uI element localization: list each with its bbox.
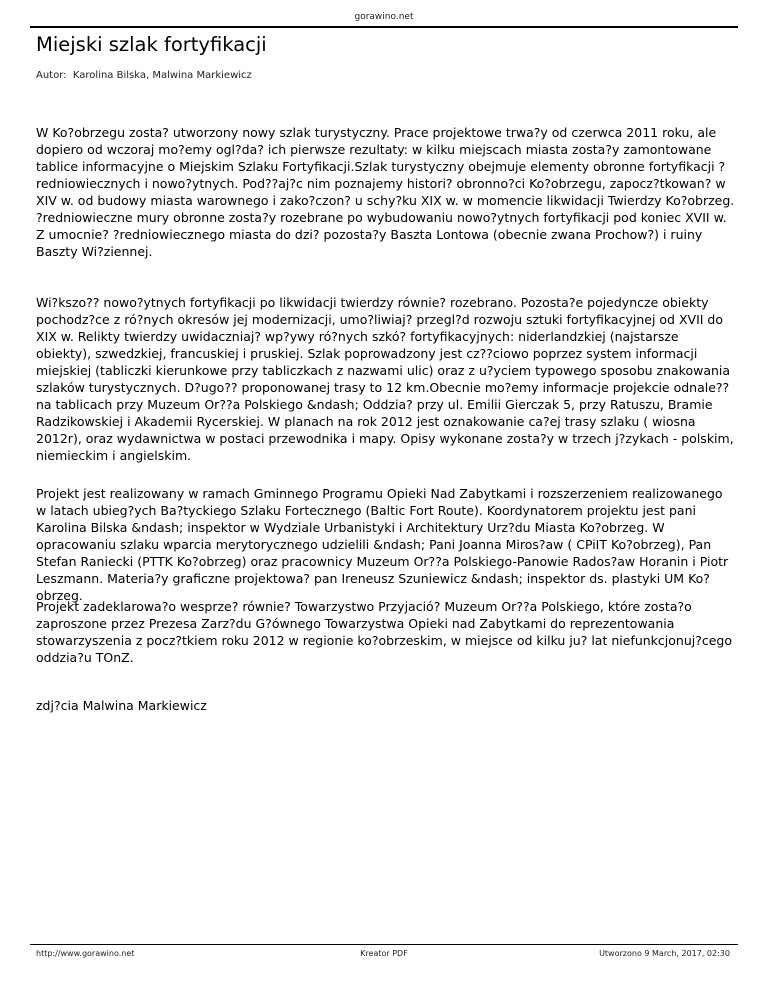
article-paragraph-3 bbox=[36, 485, 736, 604]
photo-credit bbox=[36, 697, 736, 714]
article-paragraph-1 bbox=[36, 124, 736, 260]
article-paragraph-2 bbox=[36, 294, 736, 464]
paragraph-text: Projekt zadeklarowa?o wesprze? równie? Towarzystwo Przyjació? Muzeum Or??a Polskiego, które zosta?o zaproszone przez Prezesa Zarz?du G?ównego Towarzystwa Opieki nad Zabytkami do reprezentowania stowarzyszenia z pocz?tkiem roku 2012 w regionie ko?obrzeskim, w miejsce od kilku ju? lat niefunkcjonuj?cego oddzia?u TOnZ. bbox=[36, 599, 733, 665]
author-line bbox=[36, 70, 252, 81]
paragraph-text: Projekt jest realizowany w ramach Gminnego Programu Opieki Nad Zabytkami i rozszerzeniem realizowanego w latach ubieg?ych Ba?tyckiego Szlaku Fortecznego (Baltic Fort Route). Koordynatorem projektu jest pani Karolina Bilska &ndash; inspektor w Wydziale Urbanistyki i Architektury Urz?du Miasta Ko?obrzeg. W opracowaniu szlaku wparcia merytorycznego udzielili &ndash; Pani Joanna Miros?aw ( CPiIT Ko?obrzeg), Pan Stefan Raniecki (PTTK Ko?obrzeg) oraz pracownicy Muzeum Or??a Polskiego-Panowie Rados?aw Horanin i Piotr Leszmann. Materia?y graficzne projektowa? pan Ireneusz Szuniewicz &ndash; inspektor ds. plastyki UM Ko?obrzeg. bbox=[36, 486, 729, 603]
footer-url: http://www.gorawino.net bbox=[36, 949, 135, 958]
footer-divider bbox=[30, 944, 738, 945]
site-name-header: gorawino.net bbox=[354, 12, 414, 22]
article-title: Miejski szlak fortyfikacji bbox=[36, 33, 267, 56]
paragraph-text: zdj?cia Malwina Markiewicz bbox=[36, 698, 207, 713]
header-divider bbox=[30, 26, 738, 28]
paragraph-text: W Ko?obrzegu zosta? utworzony nowy szlak turystyczny. Prace projektowe trwa?y od czerwca 2011 roku, ale dopiero od wczoraj mo?emy ogl?da? ich pierwsze rezultaty: w kilku miejscach miasta zosta?y zamontowane tablice informacyjne o Miejskim Szlaku Fortyfikacji.Szlak turystyczny obejmuje elementy obronne fortyfikacji ?redniowiecznych i nowo?ytnych. Pod??aj?c nim poznajemy histori? obronno?ci Ko?obrzegu, zapocz?tkowan? w XIV w. od budowy miasta warownego i zako?czon? u schy?ku XIX w. w momencie likwidacji Twierdzy Ko?obrzeg. ?redniowieczne mury obronne zosta?y rozebrane po wybudowaniu nowo?ytnych fortyfikacji pod koniec XVII w. Z umocnie? ?redniowiecznego miasta do dzi? pozosta?y Baszta Lontowa (obecnie zwana Prochow?) i ruiny Baszty Wi?ziennej. bbox=[36, 125, 735, 259]
paragraph-text: Wi?kszo?? nowo?ytnych fortyfikacji po likwidacji twierdzy równie? rozebrano. Pozosta?e pojedyncze obiekty pochodz?ce z ró?nych okresów jej modernizacji, umo?liwiaj? przegl?d rozwoju sztuki fortyfikacyjnej od XVII do XIX w. Relikty twierdzy uwidaczniaj? wp?ywy ró?nych szkó? fortyfikacyjnych: niderlandzkiej (najstarsze obiekty), szwedzkiej, francuskiej i pruskiej. Szlak poprowadzony jest cz??ciowo poprzez system informacji miejskiej (tabliczki kierunkowe przy tabliczkach z nazwami ulic) oraz z u?yciem typowego sposobu znakowania szlaków turystycznych. D?ugo?? proponowanej trasy to 12 km.Obecnie mo?emy informacje projekcie odnale?? na tablicach przy Muzeum Or??a Polskiego &ndash; Oddzia? przy ul. Emilii Gierczak 5, przy Ratuszu, Bramie Radzikowskiej i Akademii Rycerskiej. W planach na rok 2012 jest oznakowanie ca?ej trasy szlaku ( wiosna 2012r), oraz wydawnictwa w postaci przewodnika i mapy. Opisy wykonane zosta?y w trzech j?zykach - polskim, niemieckim i angielskim. bbox=[36, 295, 734, 463]
article-paragraph-4 bbox=[36, 598, 736, 666]
author-label: Autor: bbox=[36, 70, 67, 81]
footer-generator: Kreator PDF bbox=[360, 949, 408, 958]
author-names: Karolina Bilska, Malwina Markiewicz bbox=[72, 70, 252, 81]
footer-created-date: Utworzono 9 March, 2017, 02:30 bbox=[599, 949, 730, 958]
